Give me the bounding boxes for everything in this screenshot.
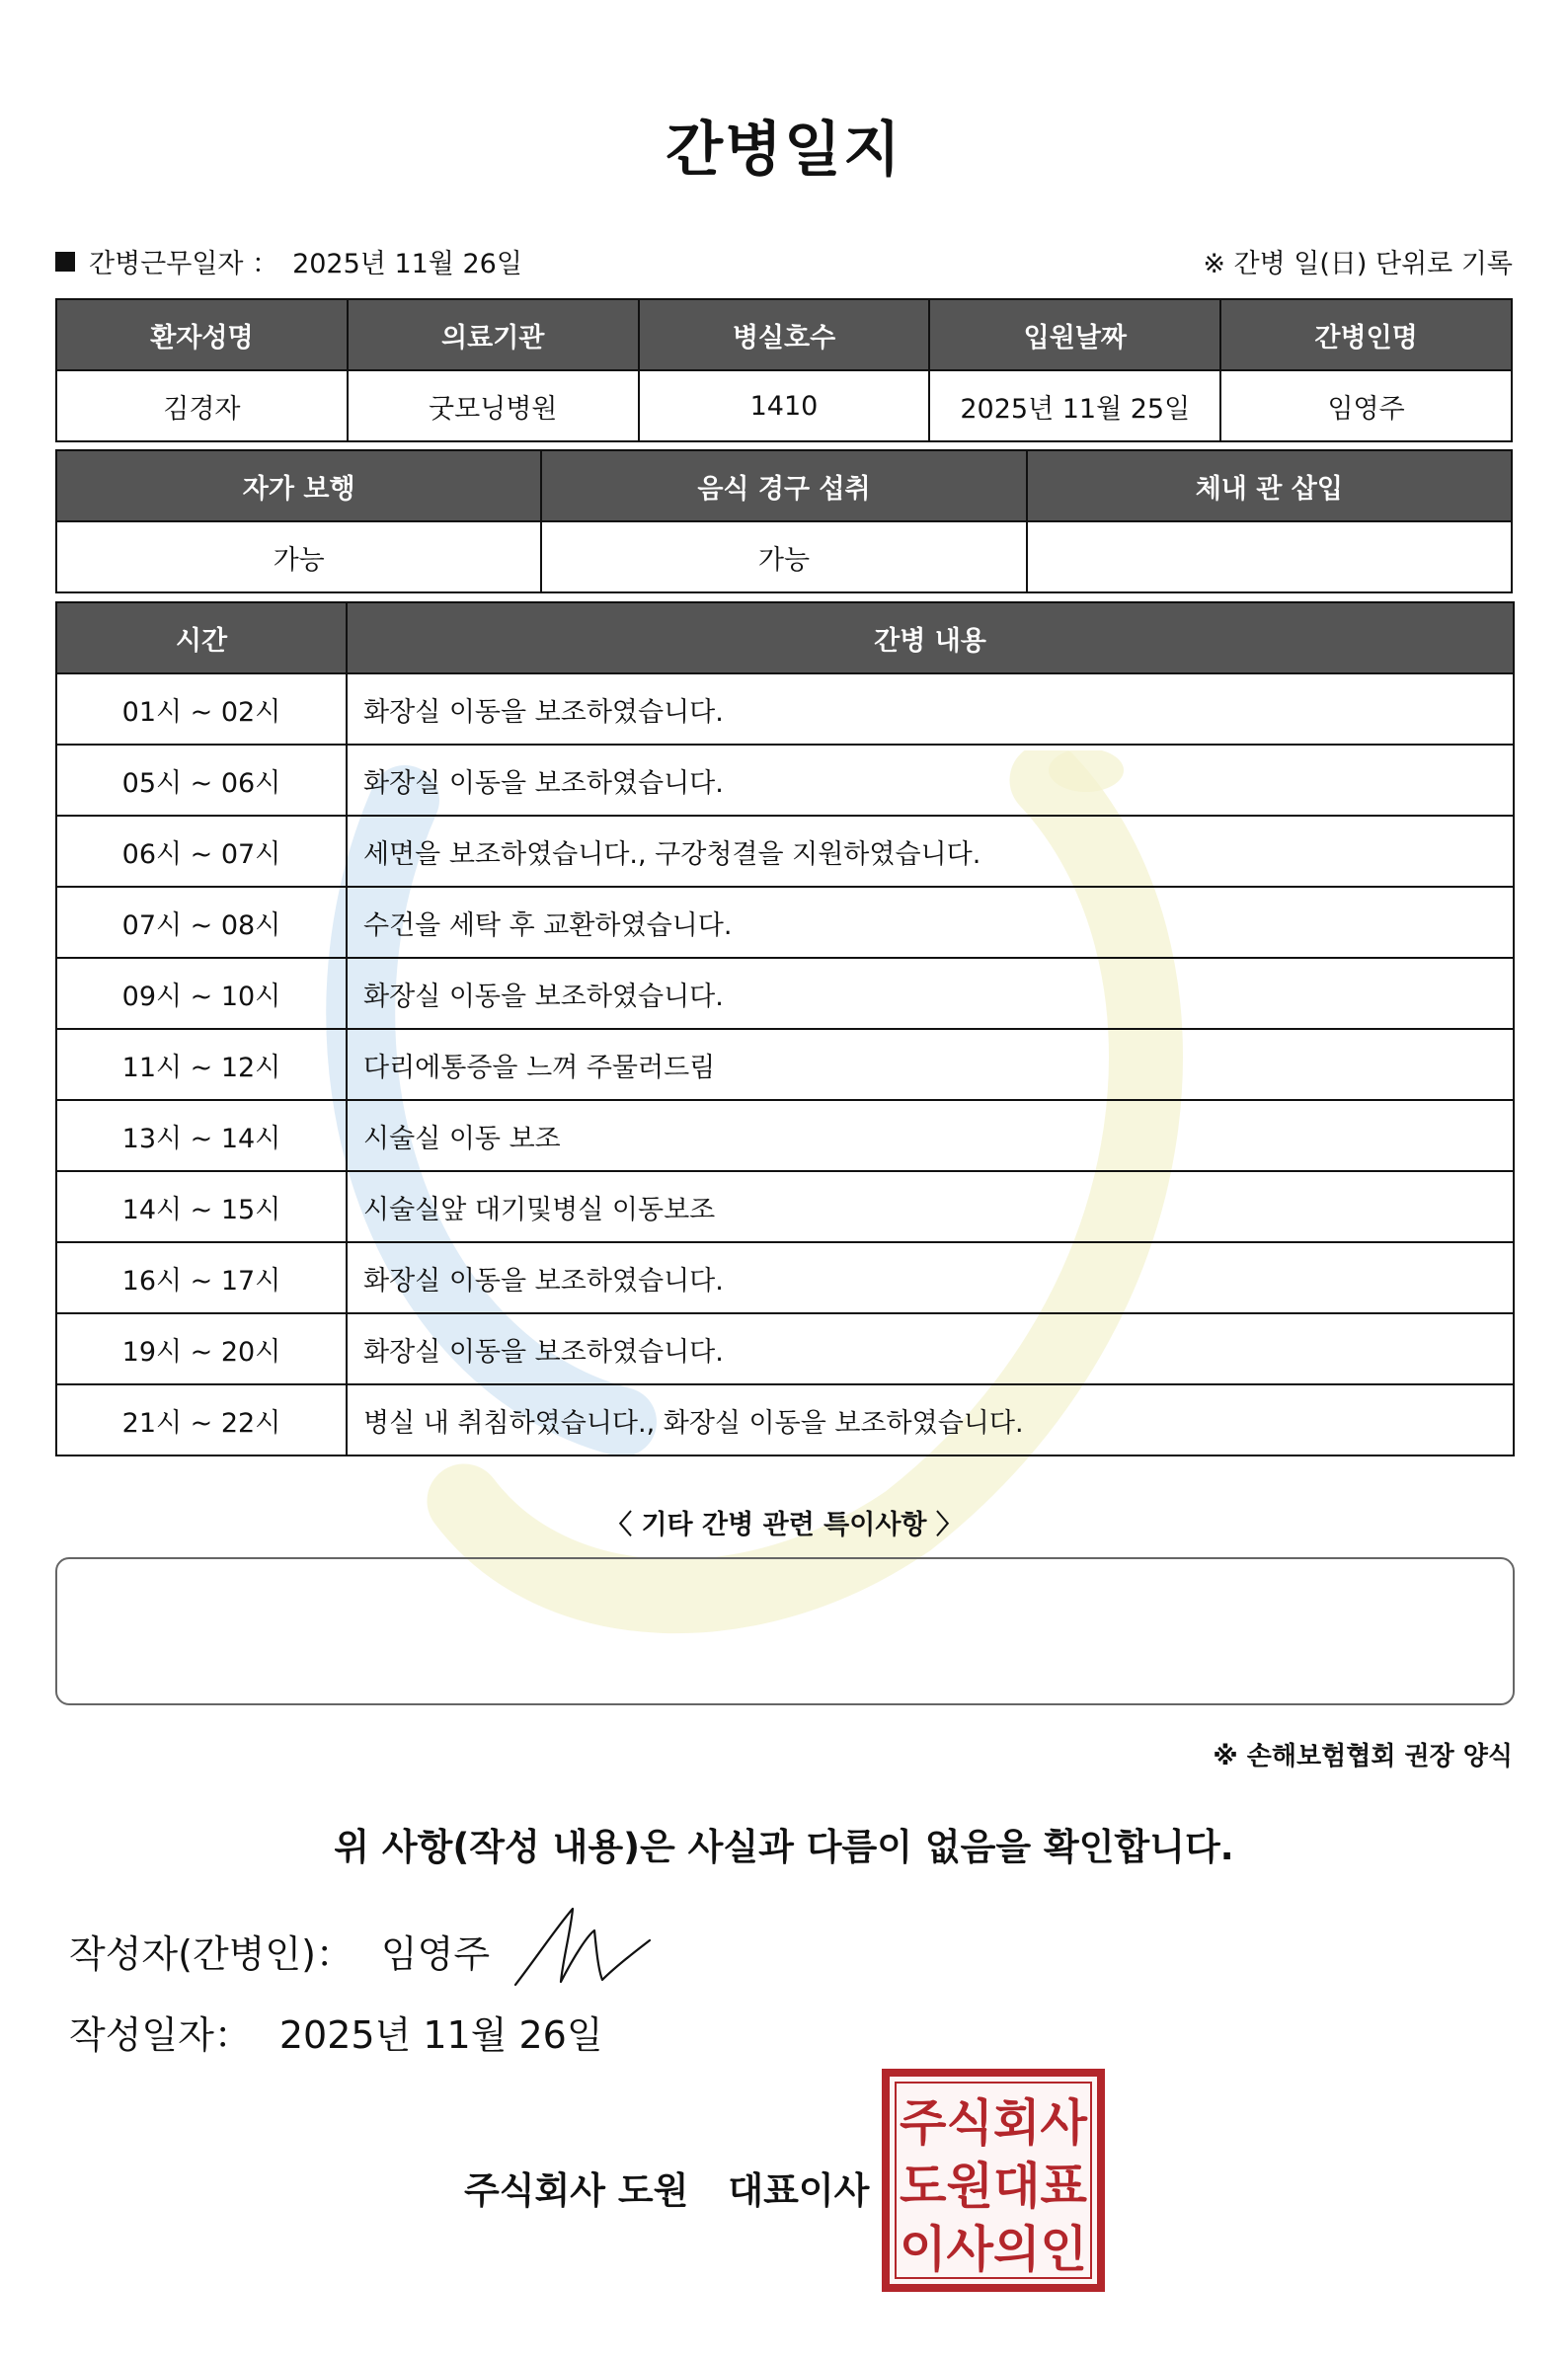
log-content: 시술실 이동 보조 [347,1100,1514,1171]
form-source-note: ※ 손해보험협회 권장 양식 [1213,1742,1513,1771]
table-row [56,1313,1514,1384]
log-content: 화장실 이동을 보조하였습니다. [347,1242,1514,1313]
company-name: 주식회사 도원 [464,2169,689,2212]
company-seal [882,2069,1105,2292]
patient-status-table [55,449,1513,593]
header-admission-date: 입원날짜 [929,299,1220,370]
written-date-value: 2025년 11월 26일 [278,2013,603,2057]
table-row [56,887,1514,958]
log-time: 14시 ~ 15시 [56,1171,347,1242]
log-content: 화장실 이동을 보조하였습니다. [347,1313,1514,1384]
square-bullet-icon [55,252,75,272]
tube-insertion-value [1027,521,1512,592]
representative-title: 대표이사 [728,2169,870,2212]
table-row [56,673,1514,745]
log-time: 21시 ~ 22시 [56,1384,347,1455]
special-notes-title: 〈 기타 간병 관련 특이사항 〉 [605,1510,963,1540]
self-walking-value: 가능 [56,521,541,592]
log-content: 수건을 세탁 후 교환하였습니다. [347,887,1514,958]
work-date-value: 2025년 11월 26일 [292,249,522,279]
log-content: 화장실 이동을 보조하였습니다. [347,673,1514,745]
table-row [56,958,1514,1029]
care-log-table [55,601,1515,1456]
header-care-content: 간병 내용 [347,602,1514,673]
written-date-label: 작성일자： [69,2013,252,2057]
svg-text:이사의인: 이사의인 [900,2221,1087,2278]
header-hospital: 의료기관 [348,299,639,370]
header-self-walking: 자가 보행 [56,450,541,521]
work-date-line [55,242,522,280]
log-time: 06시 ~ 07시 [56,816,347,887]
confirmation-statement: 위 사항(작성 내용)은 사실과 다름이 없음을 확인합니다. [334,1826,1234,1868]
header-oral-intake: 음식 경구 섭취 [541,450,1026,521]
table-row [56,1029,1514,1100]
svg-text:도원대표: 도원대표 [900,2158,1088,2215]
caregiver-name: 임영주 [1220,370,1512,441]
log-time: 05시 ~ 06시 [56,745,347,816]
log-time: 07시 ~ 08시 [56,887,347,958]
table-row [56,816,1514,887]
company-line [464,2161,869,2214]
log-time: 09시 ~ 10시 [56,958,347,1029]
special-notes-box [55,1557,1515,1705]
hospital-name: 굿모닝병원 [348,370,639,441]
log-time: 01시 ~ 02시 [56,673,347,745]
log-time: 11시 ~ 12시 [56,1029,347,1100]
header-tube-insertion: 체내 관 삽입 [1027,450,1512,521]
room-number: 1410 [639,370,930,441]
log-content: 병실 내 취침하였습니다., 화장실 이동을 보조하였습니다. [347,1384,1514,1455]
oral-intake-value: 가능 [541,521,1026,592]
written-date-line [69,2005,603,2059]
writer-name: 임영주 [380,1932,491,1976]
header-time: 시간 [56,602,347,673]
unit-note: ※ 간병 일(日) 단위로 기록 [1203,249,1513,279]
table-row [56,745,1514,816]
header-patient-name: 환자성명 [56,299,348,370]
log-content: 화장실 이동을 보조하였습니다. [347,745,1514,816]
table-row [56,1384,1514,1455]
log-time: 19시 ~ 20시 [56,1313,347,1384]
writer-line [69,1924,490,1978]
log-time: 13시 ~ 14시 [56,1100,347,1171]
admission-date: 2025년 11월 25일 [929,370,1220,441]
patient-info-table [55,298,1513,442]
log-time: 16시 ~ 17시 [56,1242,347,1313]
log-content: 다리에통증을 느껴 주물러드림 [347,1029,1514,1100]
svg-text:주식회사: 주식회사 [900,2094,1088,2152]
log-content: 시술실앞 대기및병실 이동보조 [347,1171,1514,1242]
header-caregiver-name: 간병인명 [1220,299,1512,370]
document-title: 간병일지 [666,116,902,185]
table-row [56,1242,1514,1313]
patient-name: 김경자 [56,370,348,441]
table-row [56,1100,1514,1171]
header-room-number: 병실호수 [639,299,930,370]
table-row [56,1171,1514,1242]
log-content: 화장실 이동을 보조하였습니다. [347,958,1514,1029]
handwritten-signature [513,1901,652,1990]
writer-label: 작성자(간병인)： [69,1932,353,1976]
log-content: 세면을 보조하였습니다., 구강청결을 지원하였습니다. [347,816,1514,887]
work-date-label: 간병근무일자 ： [89,249,279,279]
